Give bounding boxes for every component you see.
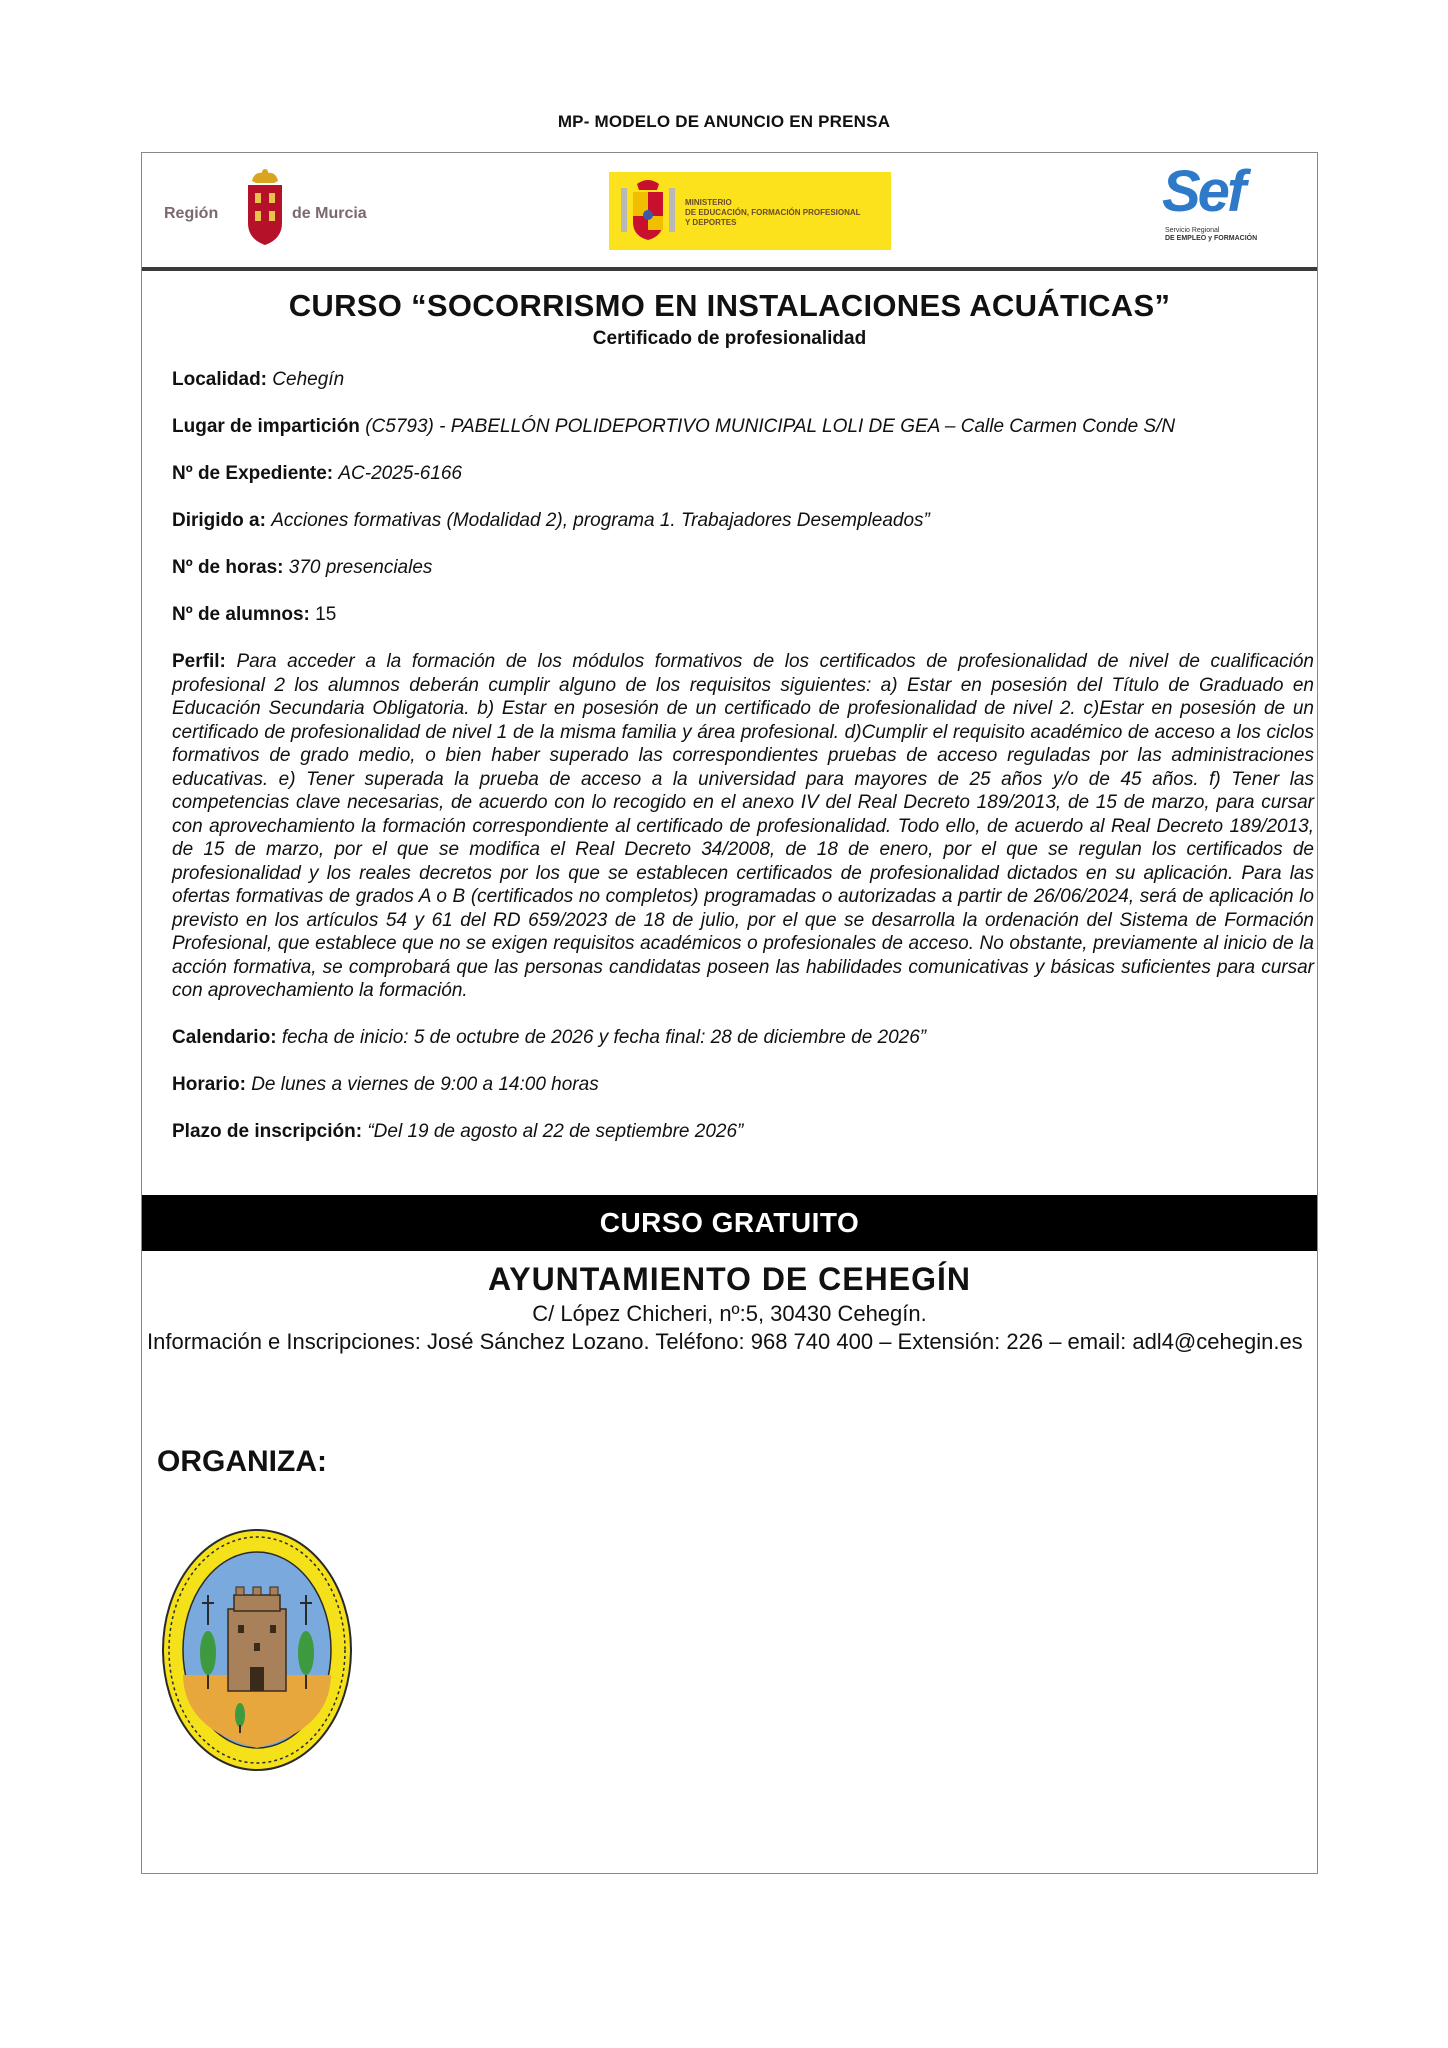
ministerio-text xyxy=(685,198,861,228)
field-label: Perfil: xyxy=(172,651,226,672)
region-murcia-shield-icon xyxy=(244,167,286,247)
ayuntamiento-address: C/ López Chicheri, nº:5, 30430 Cehegín. xyxy=(532,1301,927,1326)
ayuntamiento-title: AYUNTAMIENTO DE CEHEGÍN xyxy=(488,1261,971,1297)
field-label: Nº de alumnos: xyxy=(172,604,310,625)
field-label: Plazo de inscripción: xyxy=(172,1121,363,1142)
field-alumnos xyxy=(172,603,1314,627)
sef-sub-line2: DE EMPLEO y FORMACIÓN xyxy=(1165,235,1258,242)
ministerio-logo xyxy=(609,172,891,250)
sef-wordmark: Sef xyxy=(1162,159,1244,224)
field-value: (C5793) - PABELLÓN POLIDEPORTIVO MUNICIPAL LOLI DE GEA – Calle Carmen Conde S/N xyxy=(365,416,1176,437)
sef-logo xyxy=(1162,161,1282,251)
organiza-label: ORGANIZA: xyxy=(157,1445,327,1478)
field-value: “Del 19 de agosto al 22 de septiembre 2026” xyxy=(367,1121,744,1142)
field-value: Acciones formativas (Modalidad 2), programa 1. Trabajadores Desempleados” xyxy=(271,510,930,531)
ministerio-line: Y DEPORTES xyxy=(685,218,737,227)
field-lugar xyxy=(172,415,1314,439)
region-logo-right-text: de Murcia xyxy=(292,205,367,222)
ayuntamiento-contact-info: Información e Inscripciones: José Sánchez Lozano. Teléfono: 968 740 400 – Extensión: 226 – email: adl4@cehegin.es xyxy=(147,1329,1303,1354)
header-divider xyxy=(142,267,1317,271)
field-value: AC-2025-6166 xyxy=(338,463,462,484)
course-fields xyxy=(172,368,1314,1167)
field-dirigido xyxy=(172,509,1314,533)
field-calendario xyxy=(172,1026,1314,1050)
field-label: Nº de Expediente: xyxy=(172,463,334,484)
course-subtitle: Certificado de profesionalidad xyxy=(592,328,867,349)
announcement-frame xyxy=(141,152,1318,1874)
free-course-banner: CURSO GRATUITO xyxy=(142,1195,1317,1251)
region-logo-left-text: Región xyxy=(164,205,219,222)
field-plazo xyxy=(172,1120,1314,1144)
field-label: Nº de horas: xyxy=(172,557,284,578)
field-horas xyxy=(172,556,1314,580)
field-value: Para acceder a la formación de los módulos formativos de los certificados de profesionalidad de nivel de cualificación profesional 2 los alumnos deberán cumplir alguno de los requisitos siguientes: a) Estar en posesión del Título de Graduado en Educación Secundaria Obligatoria. b) Estar en posesión de un certificado de profesionalidad de nivel 2. c)Estar en posesión de un certificado de profesionalidad de nivel 1 de la misma familia y área profesional. d)Cumplir el requisito académico de acceso a los ciclos formativos de grado medio, o bien haber superado las correspondientes pruebas de acceso reguladas por las administraciones educativas. e) Tener superada la prueba de acceso a la universidad para mayores de 25 años y/o de 45 años. f) Tener las competencias clave necesarias, de acuerdo con lo recogido en el anexo IV del Real Decreto 189/2013, de 15 de marzo, para cursar con aprovechamiento la formación correspondiente al certificado de profesionalidad. Todo ello, de acuerdo al Real Decreto 189/2013, de 15 de marzo, por el que se modifica el Real Decreto 34/2008, de 18 de enero, por el que se regulan los certificados de profesionalidad y los reales decretos por los que se establecen certificados de profesionalidad dictados en su aplicación. Para las ofertas formativas de grados A o B (certificados no completos) programadas o autorizadas a partir de 26/06/2024, será de aplicación lo previsto en los artículos 54 y 61 del RD 659/2023 de 18 de julio, por el que se desarrolla la ordenación del Sistema de Formación Profesional, que establece que no se exigen requisitos académicos o profesionales de acceso. No obstante, previamente al inicio de la acción formativa, se comprobará que las personas candidatas poseen las habilidades comunicativas y básicas suficientes para cursar con aprovechamiento la formación. xyxy=(172,651,1314,1001)
field-value: 370 presenciales xyxy=(288,557,433,578)
field-value: De lunes a viernes de 9:00 a 14:00 horas xyxy=(251,1074,599,1095)
field-value: Cehegín xyxy=(272,369,345,390)
field-horario xyxy=(172,1073,1314,1097)
field-label: Lugar de impartición xyxy=(172,416,360,437)
field-value: 15 xyxy=(315,604,337,625)
cehegin-coat-of-arms-icon xyxy=(160,1525,355,1775)
logo-band xyxy=(142,153,1317,271)
sef-subtitle xyxy=(1165,227,1257,243)
region-murcia-logo xyxy=(164,167,374,247)
ministerio-line: MINISTERIO xyxy=(685,198,732,207)
field-label: Calendario: xyxy=(172,1027,277,1048)
spain-coat-of-arms-icon xyxy=(619,178,677,244)
field-label: Horario: xyxy=(172,1074,246,1095)
field-value: fecha de inicio: 5 de octubre de 2026 y fecha final: 28 de diciembre de 2026” xyxy=(281,1027,927,1048)
field-label: Dirigido a: xyxy=(172,510,266,531)
field-expediente xyxy=(172,462,1314,486)
field-label: Localidad: xyxy=(172,369,268,390)
sef-sub-line1: Servicio Regional xyxy=(1165,227,1220,234)
field-localidad xyxy=(172,368,1314,392)
field-perfil xyxy=(172,650,1314,1003)
model-label: MP- MODELO DE ANUNCIO EN PRENSA xyxy=(557,112,891,131)
course-title: CURSO “SOCORRISMO EN INSTALACIONES ACUÁTICAS” xyxy=(288,288,1171,323)
ministerio-line: DE EDUCACIÓN, FORMACIÓN PROFESIONAL xyxy=(685,208,861,217)
